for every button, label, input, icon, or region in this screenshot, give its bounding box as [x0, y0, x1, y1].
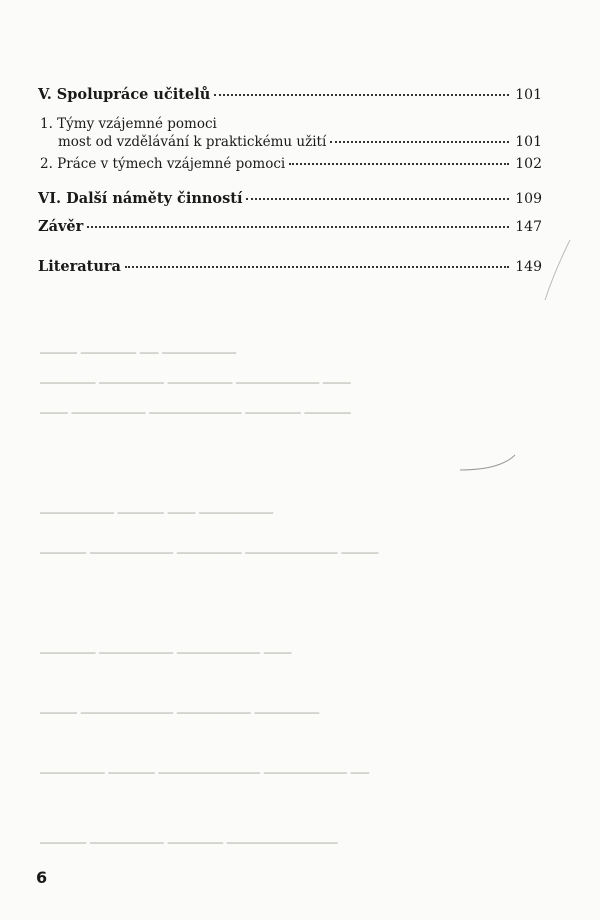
dot-leader	[214, 94, 509, 96]
toc-entry-page: 109	[515, 191, 542, 207]
bleed-through-text: ▁▁▁▁ ▁▁▁▁▁▁ ▁▁ ▁▁▁▁▁▁▁▁	[40, 340, 237, 354]
toc-entry-label: VI. Další náměty činností	[38, 190, 243, 207]
toc-entry-item-2[interactable]	[40, 156, 542, 172]
dot-leader	[330, 141, 509, 143]
dot-leader	[289, 163, 509, 165]
toc-entry-page: 102	[515, 156, 542, 172]
toc-entry-label: V. Spolupráce učitelů	[38, 86, 211, 103]
bleed-through-text: ▁▁▁▁▁ ▁▁▁▁▁▁▁▁▁ ▁▁▁▁▁▁▁ ▁▁▁▁▁▁▁▁▁▁ ▁▁▁▁	[40, 540, 379, 554]
toc-entry-page: 147	[515, 219, 542, 235]
toc-entry-label: most od vzdělávání k praktickému užití	[58, 134, 327, 150]
toc-entry-section-5[interactable]	[38, 86, 542, 103]
toc-entry-label: 1. Týmy vzájemné pomoci	[40, 116, 217, 132]
toc-entry-item-1-line-1[interactable]	[40, 116, 544, 132]
toc-entry-section-6[interactable]	[38, 190, 542, 207]
dot-leader	[125, 266, 509, 268]
toc-entry-page: 149	[515, 259, 542, 275]
bleed-through-text: ▁▁▁ ▁▁▁▁▁▁▁▁ ▁▁▁▁▁▁▁▁▁▁ ▁▁▁▁▁▁ ▁▁▁▁▁	[40, 400, 351, 414]
toc-entry-label: 2. Práce v týmech vzájemné pomoci	[40, 156, 286, 172]
dot-leader	[87, 226, 509, 228]
bleed-through-text: ▁▁▁▁▁▁▁ ▁▁▁▁▁ ▁▁▁▁▁▁▁▁▁▁▁ ▁▁▁▁▁▁▁▁▁ ▁▁	[40, 760, 370, 774]
bleed-through-text: ▁▁▁▁▁▁ ▁▁▁▁▁▁▁▁ ▁▁▁▁▁▁▁▁▁ ▁▁▁	[40, 640, 292, 654]
toc-entry-page: 101	[515, 134, 542, 150]
bleed-through-text: ▁▁▁▁▁ ▁▁▁▁▁▁▁▁ ▁▁▁▁▁▁ ▁▁▁▁▁▁▁▁▁▁▁▁	[40, 830, 338, 844]
bleed-through-text: ▁▁▁▁▁▁ ▁▁▁▁▁▁▁ ▁▁▁▁▁▁▁ ▁▁▁▁▁▁▁▁▁ ▁▁▁	[40, 370, 351, 384]
bleed-through-text: ▁▁▁▁ ▁▁▁▁▁▁▁▁▁▁ ▁▁▁▁▁▁▁▁ ▁▁▁▁▁▁▁	[40, 700, 320, 714]
toc-entry-item-1-line-2[interactable]	[58, 134, 542, 150]
bleed-through-text: ▁▁▁▁▁▁▁▁ ▁▁▁▁▁ ▁▁▁ ▁▁▁▁▁▁▁▁	[40, 500, 273, 514]
toc-entry-label: Závěr	[38, 218, 84, 235]
toc-entry-label: Literatura	[38, 258, 121, 275]
toc-entry-page: 101	[515, 87, 542, 103]
toc-entry-zaver[interactable]	[38, 218, 542, 235]
page-number: 6	[36, 868, 48, 887]
dot-leader	[246, 198, 509, 200]
toc-entry-literatura[interactable]	[38, 258, 542, 275]
